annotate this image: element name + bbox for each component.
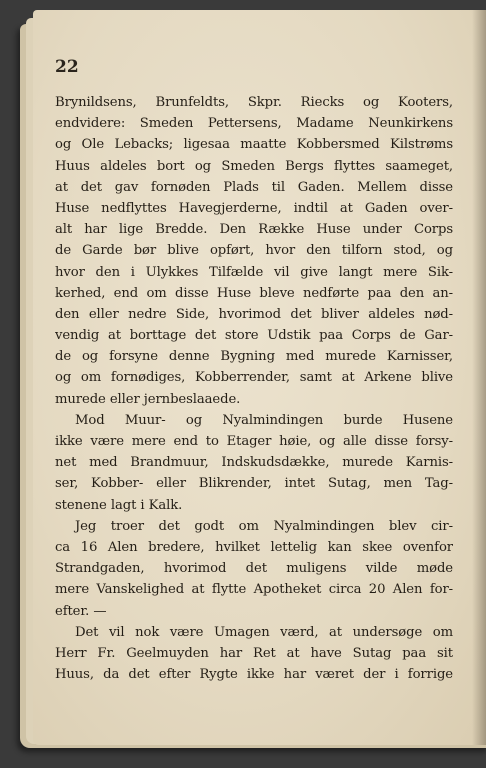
text-line: kerhed, end om disse Huse bleve nedførte paa den an- xyxy=(55,285,453,301)
text-line: efter. — xyxy=(55,603,107,619)
page-gutter-shadow xyxy=(472,10,486,745)
text-line: hvor den i Ulykkes Tilfælde vil give langt mere Sik- xyxy=(55,264,453,280)
text-line: Mod Muur- og Nyalmindingen burde Husene xyxy=(75,412,453,428)
text-line: alt har lige Bredde. Den Række Huse under Corps xyxy=(55,222,453,238)
text-line: murede eller jernbeslaaede. xyxy=(55,391,241,407)
text-line: Strandgaden, hvorimod det muligens vilde møde xyxy=(55,561,453,577)
body-text xyxy=(55,92,453,685)
text-line: den eller nedre Side, hvorimod det bliver aldeles nød- xyxy=(55,306,453,322)
page-number: 22 xyxy=(55,57,79,77)
text-line: vendig at borttage det store Udstik paa Corps de Gar- xyxy=(55,328,453,344)
text-line: ikke være mere end to Etager høie, og alle disse forsy- xyxy=(55,434,453,449)
text-line: Det vil nok være Umagen værd, at undersøge om xyxy=(75,624,453,640)
text-line: endvidere: Smeden Pettersens, Madame Neunkirkens xyxy=(55,116,453,132)
text-line: og Ole Lebacks; ligesaa maatte Kobbersmed Kilstrøms xyxy=(55,137,453,153)
text-line: og om fornødiges, Kobberrender, samt at Arkene blive xyxy=(55,370,453,386)
text-line: de og forsyne denne Bygning med murede Karnisser, xyxy=(55,349,453,365)
text-line: Jeg troer det godt om Nyalmindingen blev cir- xyxy=(75,518,453,534)
text-line: ca 16 Alen bredere, hvilket lettelig kan skee ovenfor xyxy=(55,539,453,555)
text-line: net med Brandmuur, Indskudsdække, murede Karnis- xyxy=(55,455,453,471)
text-line: Herr Fr. Geelmuyden har Ret at have Sutag paa sit xyxy=(55,645,453,661)
text-line: at det gav fornøden Plads til Gaden. Mellem disse xyxy=(55,179,453,195)
text-line: de Garde bør blive opført, hvor den tilforn stod, og xyxy=(55,243,453,259)
text-line: Huse nedflyttes Havegjerderne, indtil at Gaden over- xyxy=(55,200,453,216)
text-line: mere Vanskelighed at flytte Apotheket circa 20 Alen for- xyxy=(55,582,453,598)
text-line: stenene lagt i Kalk. xyxy=(55,497,183,513)
text-line: Huus aldeles bort og Smeden Bergs flyttes saameget, xyxy=(55,158,453,174)
text-line: Huus, da det efter Rygte ikke har været der i forrige xyxy=(55,667,453,683)
text-line: ser, Kobber- eller Blikrender, intet Sutag, men Tag- xyxy=(55,476,453,492)
text-line: Brynildsens, Brunfeldts, Skpr. Riecks og Kooters, xyxy=(55,95,453,110)
